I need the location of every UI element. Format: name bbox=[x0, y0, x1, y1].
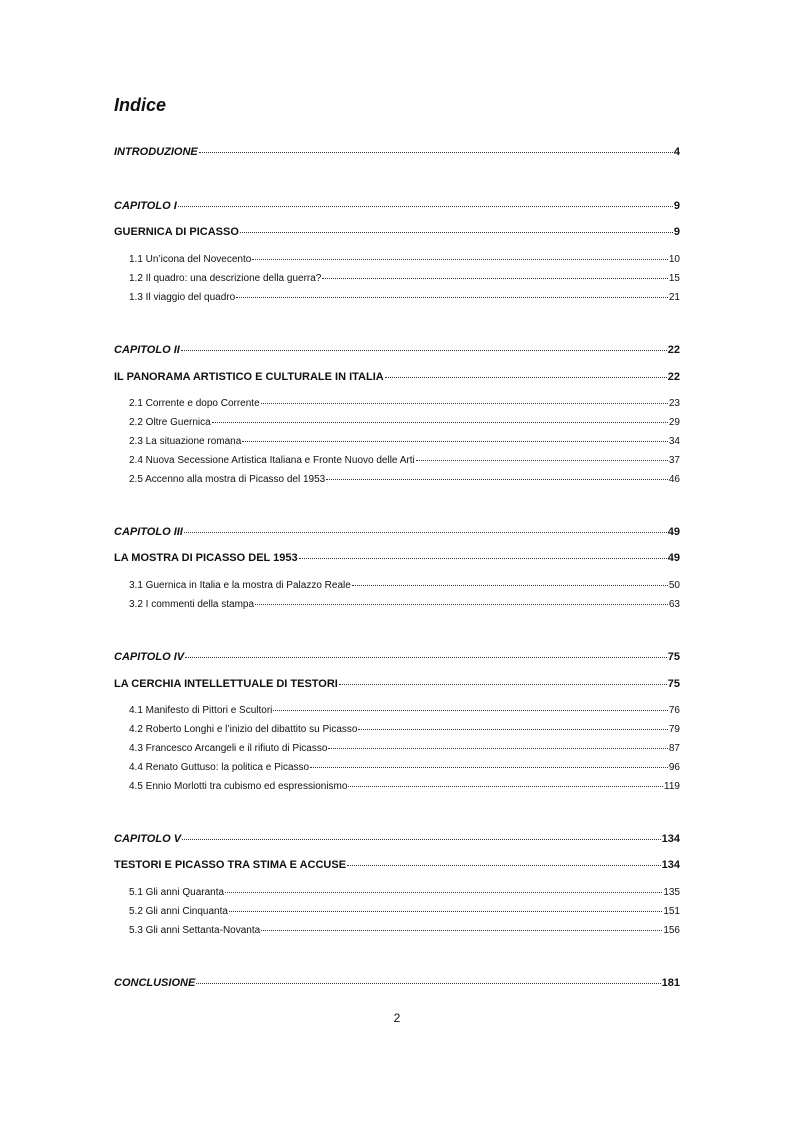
toc-entry-page: 21 bbox=[668, 292, 680, 303]
toc-entry-page: 135 bbox=[663, 887, 680, 898]
toc-entry-page: 87 bbox=[668, 743, 680, 754]
toc-entry-page: 9 bbox=[673, 200, 680, 212]
toc-leader-dots bbox=[229, 901, 662, 912]
toc-entry-2-2[interactable] bbox=[129, 414, 680, 430]
toc-entry-label: 2.1 Corrente e dopo Corrente bbox=[129, 398, 260, 409]
toc-leader-dots bbox=[339, 674, 667, 685]
toc-entry-page: 37 bbox=[668, 455, 680, 466]
toc-entry-2-3[interactable] bbox=[129, 433, 680, 449]
page-number: 2 bbox=[393, 1011, 401, 1025]
toc-entry-page: 134 bbox=[661, 833, 680, 845]
toc-entry-label: GUERNICA DI PICASSO bbox=[114, 226, 239, 238]
toc-entry-5-3[interactable] bbox=[129, 922, 680, 938]
toc-entry-introduzione[interactable] bbox=[114, 144, 680, 159]
toc-leader-dots bbox=[261, 393, 668, 404]
toc-entry-label: 5.2 Gli anni Cinquanta bbox=[129, 906, 228, 917]
toc-leader-dots bbox=[181, 340, 667, 351]
toc-entry-1-1[interactable] bbox=[129, 251, 680, 267]
toc-leader-dots bbox=[310, 757, 668, 768]
toc-entry-chapter-4-title[interactable] bbox=[114, 676, 680, 691]
toc-entry-1-3[interactable] bbox=[129, 289, 680, 305]
toc-entry-page: 22 bbox=[667, 344, 680, 356]
toc-entry-page: 63 bbox=[668, 599, 680, 610]
toc-entry-conclusione[interactable] bbox=[114, 975, 680, 990]
toc-entry-page: 151 bbox=[663, 906, 680, 917]
toc-entry-label: 2.3 La situazione romana bbox=[129, 436, 242, 447]
toc-entry-label: CAPITOLO IV bbox=[114, 651, 185, 663]
toc-entry-label: 2.5 Accenno alla mostra di Picasso del 1953 bbox=[129, 474, 326, 485]
toc-leader-dots bbox=[182, 829, 661, 840]
toc-entry-4-4[interactable] bbox=[129, 759, 680, 775]
toc-leader-dots bbox=[255, 594, 668, 605]
toc-entry-page: 50 bbox=[668, 580, 680, 591]
toc-entry-label: 1.2 Il quadro: una descrizione della guerra? bbox=[129, 273, 322, 284]
toc-entry-3-1[interactable] bbox=[129, 577, 680, 593]
toc-entry-label: 4.5 Ennio Morlotti tra cubismo ed espressionismo bbox=[129, 781, 348, 792]
toc-entry-chapter-1-title[interactable] bbox=[114, 224, 680, 239]
toc-entry-label: 2.4 Nuova Secessione Artistica Italiana e Fronte Nuovo delle Arti bbox=[129, 455, 415, 466]
toc-leader-dots bbox=[261, 920, 662, 931]
toc-leader-dots bbox=[358, 719, 667, 730]
toc-entry-label: 3.1 Guernica in Italia e la mostra di Palazzo Reale bbox=[129, 580, 351, 591]
toc-entry-label: LA MOSTRA DI PICASSO DEL 1953 bbox=[114, 552, 298, 564]
toc-entry-label: 5.1 Gli anni Quaranta bbox=[129, 887, 225, 898]
toc-entry-2-4[interactable] bbox=[129, 452, 680, 468]
toc-entry-page: 46 bbox=[668, 474, 680, 485]
toc-entry-label: TESTORI E PICASSO TRA STIMA E ACCUSE bbox=[114, 859, 347, 871]
toc-leader-dots bbox=[299, 548, 667, 559]
toc-leader-dots bbox=[322, 268, 668, 279]
toc-entry-page: 79 bbox=[668, 724, 680, 735]
toc-leader-dots bbox=[242, 431, 668, 442]
toc-entry-chapter-3-title[interactable] bbox=[114, 550, 680, 565]
toc-leader-dots bbox=[225, 882, 662, 893]
toc-entry-label: IL PANORAMA ARTISTICO E CULTURALE IN ITALIA bbox=[114, 371, 384, 383]
toc-entry-page: 156 bbox=[663, 925, 680, 936]
toc-heading: Indice bbox=[114, 95, 167, 115]
toc-entry-4-1[interactable] bbox=[129, 702, 680, 718]
toc-entry-chapter-5-title[interactable] bbox=[114, 857, 680, 872]
toc-entry-capitolo-5[interactable] bbox=[114, 831, 680, 846]
toc-leader-dots bbox=[240, 222, 673, 233]
toc-entry-page: 23 bbox=[668, 398, 680, 409]
toc-leader-dots bbox=[184, 522, 667, 533]
toc-entry-page: 75 bbox=[667, 651, 680, 663]
toc-leader-dots bbox=[178, 196, 673, 207]
toc-entry-page: 4 bbox=[673, 146, 680, 158]
toc-entry-page: 134 bbox=[661, 859, 680, 871]
toc-entry-page: 34 bbox=[668, 436, 680, 447]
toc-entry-page: 49 bbox=[667, 552, 680, 564]
toc-entry-label: CONCLUSIONE bbox=[114, 977, 196, 989]
toc-entry-label: 1.1 Un’icona del Novecento bbox=[129, 254, 252, 265]
toc-entry-page: 75 bbox=[667, 678, 680, 690]
toc-entry-label: CAPITOLO II bbox=[114, 344, 180, 356]
toc-entry-label: 1.3 Il viaggio del quadro bbox=[129, 292, 236, 303]
toc-leader-dots bbox=[196, 973, 660, 984]
toc-entry-capitolo-1[interactable] bbox=[114, 198, 680, 213]
toc-entry-label: CAPITOLO III bbox=[114, 526, 183, 538]
toc-leader-dots bbox=[416, 450, 668, 461]
toc-entry-4-2[interactable] bbox=[129, 721, 680, 737]
toc-entry-label: 3.2 I commenti della stampa bbox=[129, 599, 255, 610]
toc-leader-dots bbox=[236, 287, 668, 298]
toc-entry-page: 29 bbox=[668, 417, 680, 428]
toc-leader-dots bbox=[348, 776, 663, 787]
toc-entry-label: INTRODUZIONE bbox=[114, 146, 198, 158]
toc-entry-capitolo-3[interactable] bbox=[114, 524, 680, 539]
toc-leader-dots bbox=[185, 647, 667, 658]
toc-leader-dots bbox=[328, 738, 667, 749]
toc-entry-5-1[interactable] bbox=[129, 884, 680, 900]
toc-leader-dots bbox=[252, 249, 668, 260]
toc-entry-page: 15 bbox=[668, 273, 680, 284]
toc-entry-label: 4.2 Roberto Longhi e l’inizio del dibattito su Picasso bbox=[129, 724, 358, 735]
toc-entry-1-2[interactable] bbox=[129, 270, 680, 286]
toc-entry-page: 181 bbox=[661, 977, 680, 989]
toc-entry-label: 4.1 Manifesto di Pittori e Scultori bbox=[129, 705, 273, 716]
toc-leader-dots bbox=[212, 412, 668, 423]
toc-entry-2-5[interactable] bbox=[129, 471, 680, 487]
toc-entry-capitolo-2[interactable] bbox=[114, 342, 680, 357]
toc-entry-capitolo-4[interactable] bbox=[114, 649, 680, 664]
toc-entry-label: 5.3 Gli anni Settanta-Novanta bbox=[129, 925, 261, 936]
toc-entry-5-2[interactable] bbox=[129, 903, 680, 919]
toc-entry-label: 2.2 Oltre Guernica bbox=[129, 417, 211, 428]
toc-leader-dots bbox=[199, 142, 673, 153]
toc-leader-dots bbox=[385, 367, 667, 378]
toc-entry-4-5[interactable] bbox=[129, 778, 680, 794]
toc-leader-dots bbox=[347, 855, 661, 866]
toc-entry-chapter-2-title[interactable] bbox=[114, 369, 680, 384]
toc-entry-label: 4.3 Francesco Arcangeli e il rifiuto di Picasso bbox=[129, 743, 328, 754]
toc-entry-label: CAPITOLO I bbox=[114, 200, 177, 212]
toc-entry-2-1[interactable] bbox=[129, 395, 680, 411]
toc-entry-4-3[interactable] bbox=[129, 740, 680, 756]
toc-entry-page: 22 bbox=[667, 371, 680, 383]
toc-entry-label: CAPITOLO V bbox=[114, 833, 182, 845]
toc-entry-label: 4.4 Renato Guttuso: la politica e Picasso bbox=[129, 762, 310, 773]
toc-leader-dots bbox=[352, 575, 668, 586]
toc-leader-dots bbox=[326, 469, 668, 480]
toc-entry-page: 10 bbox=[668, 254, 680, 265]
toc-entry-page: 96 bbox=[668, 762, 680, 773]
toc-entry-page: 49 bbox=[667, 526, 680, 538]
toc-entry-page: 76 bbox=[668, 705, 680, 716]
toc-entry-label: LA CERCHIA INTELLETTUALE DI TESTORI bbox=[114, 678, 338, 690]
toc-entry-page: 9 bbox=[673, 226, 680, 238]
toc-leader-dots bbox=[273, 700, 667, 711]
toc-entry-3-2[interactable] bbox=[129, 596, 680, 612]
toc-entry-page: 119 bbox=[664, 781, 680, 792]
